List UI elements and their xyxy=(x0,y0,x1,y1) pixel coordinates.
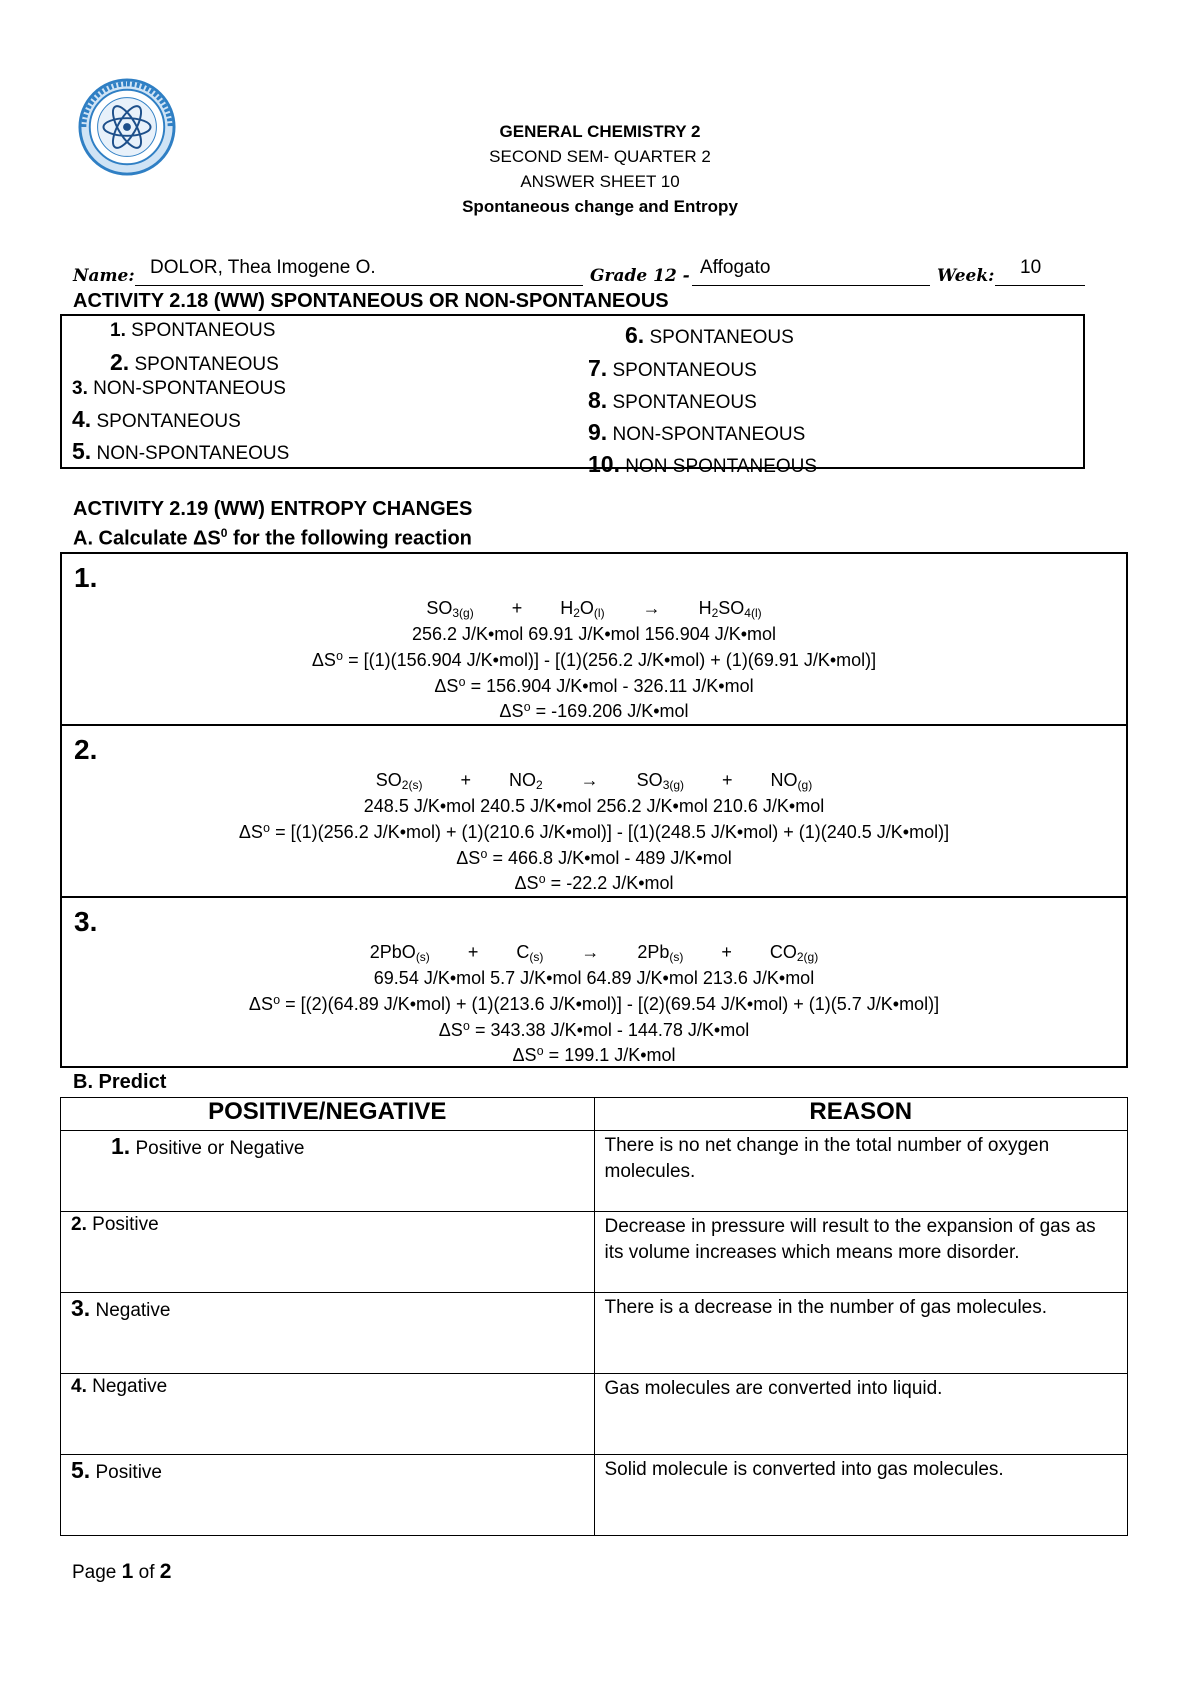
problem-3-box xyxy=(60,896,1128,1068)
reaction-equation: $SO_{2(s)} + NO_2 \to SO_{3(g)} + NO_{(g)}$ xyxy=(375,770,813,792)
grade-field[interactable]: Affogato xyxy=(700,257,771,278)
calc-result: ΔS⁰ = 199.1 J/K•mol xyxy=(512,1045,676,1065)
calc-step-1: ΔS⁰ = [(1)(156.904 J/K•mol)] - [(1)(256.2 J/K•mol) + (1)(69.91 J/K•mol)] xyxy=(311,650,877,670)
name-underline xyxy=(135,285,583,286)
answer-10: 10. NON SPONTANEOUS xyxy=(588,451,818,477)
table-row xyxy=(61,1293,1128,1374)
week-underline xyxy=(995,285,1085,286)
activity-218-title: ACTIVITY 2.18 (WW) SPONTANEOUS OR NON-SPONTANEOUS xyxy=(73,290,669,312)
table-row xyxy=(61,1131,1128,1212)
predict-table xyxy=(60,1097,1128,1536)
problem-number: 1. xyxy=(74,562,98,593)
calc-result: ΔS⁰ = -22.2 J/K•mol xyxy=(514,873,674,893)
part-b-title: B. Predict xyxy=(73,1071,167,1093)
reason-cell: Decrease in pressure will result to the expansion of gas as its volume increases which means more disorder. xyxy=(594,1212,1128,1293)
problem-number: 3. xyxy=(74,906,98,937)
prediction-cell: 3. Negative xyxy=(61,1293,595,1374)
calc-step-2: ΔS⁰ = 156.904 J/K•mol - 326.11 J/K•mol xyxy=(434,676,754,696)
table-row xyxy=(61,1212,1128,1293)
prediction-cell: 1. Positive or Negative xyxy=(61,1131,595,1212)
prediction-cell: 4. Negative xyxy=(61,1374,595,1455)
reaction-equation: $SO_{3(g)} + H_2O_{(l)} \to H_2SO_{4(l)}$ xyxy=(426,598,762,620)
reason-cell: Gas molecules are converted into liquid. xyxy=(594,1374,1128,1455)
entropy-values: 69.54 J/K•mol 5.7 J/K•mol 64.89 J/K•mol 213.6 J/K•mol xyxy=(373,968,815,988)
calc-step-2: ΔS⁰ = 466.8 J/K•mol - 489 J/K•mol xyxy=(456,848,732,868)
problem-1-box xyxy=(60,552,1128,724)
page-number: Page 1 of 2 xyxy=(72,1560,172,1583)
answer-1: 1. SPONTANEOUS xyxy=(110,320,276,341)
prediction-cell: 5. Positive xyxy=(61,1455,595,1536)
semester-line: SECOND SEM- QUARTER 2 xyxy=(489,147,711,166)
calc-step-1: ΔS⁰ = [(1)(256.2 J/K•mol) + (1)(210.6 J/K•mol)] - [(1)(248.5 J/K•mol) + (1)(240.5 J/K•mol)] xyxy=(238,822,950,842)
name-label: Name: xyxy=(73,266,135,286)
topic-title: Spontaneous change and Entropy xyxy=(462,197,738,216)
calc-step-2: ΔS⁰ = 343.38 J/K•mol - 144.78 J/K•mol xyxy=(438,1020,750,1040)
course-title: GENERAL CHEMISTRY 2 xyxy=(499,122,701,141)
column-header: REASON xyxy=(594,1098,1128,1131)
answer-4: 4. SPONTANEOUS xyxy=(72,406,241,432)
prediction-cell: 2. Positive xyxy=(61,1212,595,1293)
problem-2-box xyxy=(60,724,1128,896)
answer-7: 7. SPONTANEOUS xyxy=(588,355,757,381)
part-a-title: A. Calculate $\Delta S^0$ for the following reaction xyxy=(73,526,472,550)
reason-cell: There is no net change in the total number of oxygen molecules. xyxy=(594,1131,1128,1212)
table-row xyxy=(61,1374,1128,1455)
answer-5: 5. NON-SPONTANEOUS xyxy=(72,438,290,464)
activity-219-title: ACTIVITY 2.19 (WW) ENTROPY CHANGES xyxy=(73,498,473,520)
answer-9: 9. NON-SPONTANEOUS xyxy=(588,419,806,445)
calc-result: ΔS⁰ = -169.206 J/K•mol xyxy=(499,701,689,721)
answer-sheet-line: ANSWER SHEET 10 xyxy=(520,172,680,191)
column-header: POSITIVE/NEGATIVE xyxy=(61,1098,595,1131)
answer-8: 8. SPONTANEOUS xyxy=(588,387,757,413)
answer-3: 3. NON-SPONTANEOUS xyxy=(72,378,286,399)
calc-step-1: ΔS⁰ = [(2)(64.89 J/K•mol) + (1)(213.6 J/K•mol)] - [(2)(69.54 J/K•mol) + (1)(5.7 J/K•mol)] xyxy=(248,994,940,1014)
table-header-row xyxy=(61,1098,1128,1131)
grade-label: Grade 12 - xyxy=(590,266,690,286)
grade-underline xyxy=(692,285,930,286)
name-field[interactable]: DOLOR, Thea Imogene O. xyxy=(150,257,376,278)
problem-number: 2. xyxy=(74,734,98,765)
entropy-values: 256.2 J/K•mol 69.91 J/K•mol 156.904 J/K•mol xyxy=(411,624,777,644)
reason-cell: Solid molecule is converted into gas molecules. xyxy=(594,1455,1128,1536)
week-label: Week: xyxy=(937,266,995,286)
table-row xyxy=(61,1455,1128,1536)
answer-2: 2. SPONTANEOUS xyxy=(110,349,279,375)
entropy-values: 248.5 J/K•mol 240.5 J/K•mol 256.2 J/K•mol 210.6 J/K•mol xyxy=(363,796,825,816)
reason-cell: There is a decrease in the number of gas molecules. xyxy=(594,1293,1128,1374)
reaction-equation: $2PbO_{(s)} + C_{(s)} \to 2Pb_{(s)} + CO_{2(g)}$ xyxy=(369,942,819,964)
answer-6: 6. SPONTANEOUS xyxy=(625,322,794,348)
week-field[interactable]: 10 xyxy=(1020,257,1042,278)
